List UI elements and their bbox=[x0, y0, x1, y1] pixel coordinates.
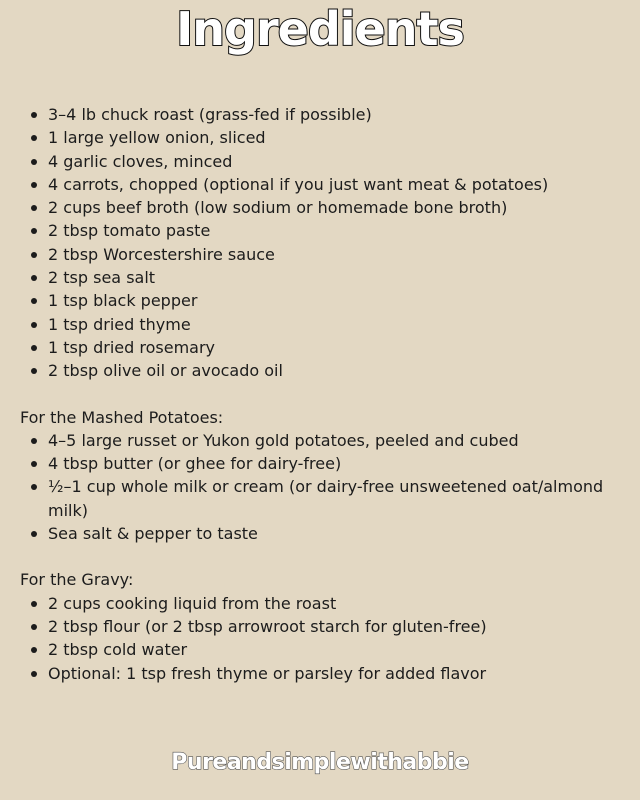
list-item: 2 tbsp cold water bbox=[20, 638, 620, 661]
list-item: 4 carrots, chopped (optional if you just want meat & potatoes) bbox=[20, 173, 620, 196]
mashed-potatoes-heading: For the Mashed Potatoes: bbox=[20, 407, 224, 427]
list-item: 2 tbsp Worcestershire sauce bbox=[20, 243, 620, 266]
list-item: Optional: 1 tsp fresh thyme or parsley for added flavor bbox=[20, 662, 620, 685]
list-item: 1 tsp dried thyme bbox=[20, 313, 620, 336]
gravy-list bbox=[20, 592, 620, 685]
list-item: 1 tsp black pepper bbox=[20, 289, 620, 312]
list-item: 2 tbsp flour (or 2 tbsp arrowroot starch for gluten-free) bbox=[20, 615, 620, 638]
list-item: 2 tbsp tomato paste bbox=[20, 219, 620, 242]
main-ingredients-list bbox=[20, 103, 620, 383]
list-item: ½–1 cup whole milk or cream (or dairy-free unsweetened oat/almond milk) bbox=[20, 475, 620, 522]
list-item: 3–4 lb chuck roast (grass-fed if possible) bbox=[20, 103, 620, 126]
list-item: 4–5 large russet or Yukon gold potatoes, peeled and cubed bbox=[20, 429, 620, 452]
list-item: 2 tbsp olive oil or avocado oil bbox=[20, 359, 620, 382]
list-item: 4 tbsp butter (or ghee for dairy-free) bbox=[20, 452, 620, 475]
ingredients-content bbox=[20, 103, 620, 685]
list-item: 1 tsp dried rosemary bbox=[20, 336, 620, 359]
gravy-heading: For the Gravy: bbox=[20, 570, 134, 590]
list-item: 2 cups cooking liquid from the roast bbox=[20, 592, 620, 615]
list-item: 2 tsp sea salt bbox=[20, 266, 620, 289]
mashed-potatoes-list bbox=[20, 429, 620, 545]
page-title: Ingredients bbox=[176, 2, 464, 56]
list-item: 1 large yellow onion, sliced bbox=[20, 126, 620, 149]
list-item: 2 cups beef broth (low sodium or homemade bone broth) bbox=[20, 196, 620, 219]
list-item: 4 garlic cloves, minced bbox=[20, 150, 620, 173]
list-item: Sea salt & pepper to taste bbox=[20, 522, 620, 545]
footer-handle: Pureandsimplewithabbie bbox=[171, 750, 469, 775]
